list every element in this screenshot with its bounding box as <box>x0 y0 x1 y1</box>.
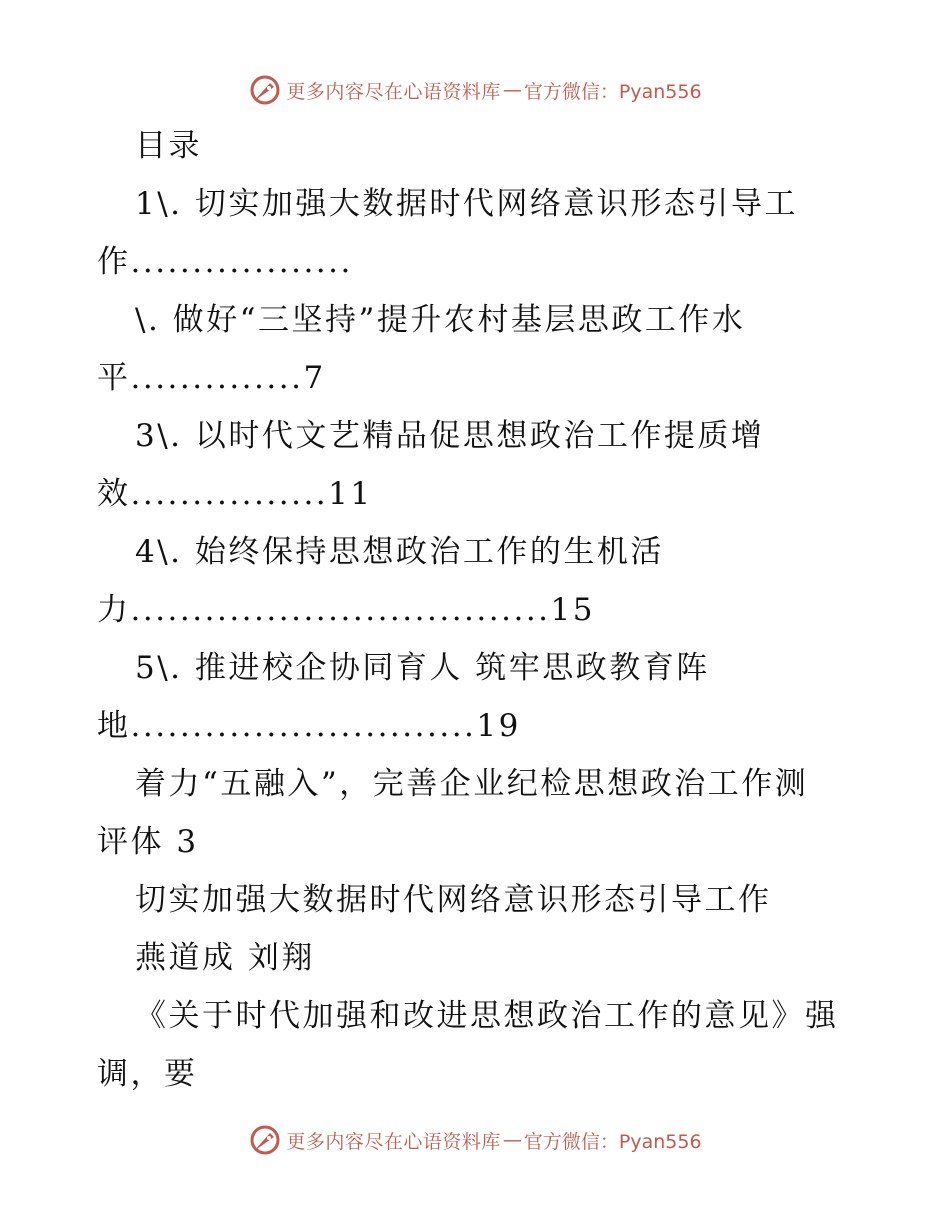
toc-entry-6-leader: 评体 3 <box>97 824 199 860</box>
header-watermark <box>0 70 950 110</box>
toc-entry-2-leader: 平..............7 <box>97 360 326 396</box>
toc-entry-4-leader: 力..................................15 <box>97 592 595 628</box>
watermark-text: 更多内容尽在心语资料库 <box>286 1130 501 1153</box>
footer-watermark <box>0 1120 950 1160</box>
toc-entry-5-leader: 地............................19 <box>97 708 521 744</box>
toc-entry-3: 3\. 以时代文艺精品促思想政治工作提质增 <box>135 418 765 454</box>
toc-entry-2: \. 做好“三坚持”提升农村基层思政工作水 <box>135 302 746 338</box>
toc-entry-4: 4\. 始终保持思想政治工作的生机活 <box>135 534 664 570</box>
article-title: 切实加强大数据时代网络意识形态引导工作 <box>135 882 772 918</box>
watermark-dash: — <box>502 79 522 101</box>
toc-entry-3-leader: 效................11 <box>97 476 373 512</box>
article-authors: 燕道成 刘翔 <box>135 940 315 976</box>
document-body <box>97 117 857 1103</box>
watermark-dash: — <box>502 1129 522 1151</box>
pen-nib-logo-icon <box>248 73 282 107</box>
toc-entry-6: 着力“五融入”，完善企业纪检思想政治工作测 <box>135 766 809 802</box>
toc-entry-1-leader: 作.................. <box>97 244 353 280</box>
watermark-wechat: 官方微信：Pyan556 <box>523 1130 702 1153</box>
watermark-wechat: 官方微信：Pyan556 <box>523 80 702 103</box>
watermark-text: 更多内容尽在心语资料库 <box>286 80 501 103</box>
pen-nib-logo-icon <box>248 1123 282 1157</box>
article-paragraph-cont: 调，要 <box>97 1056 198 1092</box>
toc-heading: 目录 <box>135 128 202 164</box>
toc-entry-5: 5\. 推进校企协同育人 筑牢思政教育阵 <box>135 650 710 686</box>
article-paragraph: 《关于时代加强和改进思想政治工作的意见》强 <box>135 998 839 1034</box>
toc-entry-1: 1\. 切实加强大数据时代网络意识形态引导工 <box>135 186 798 222</box>
